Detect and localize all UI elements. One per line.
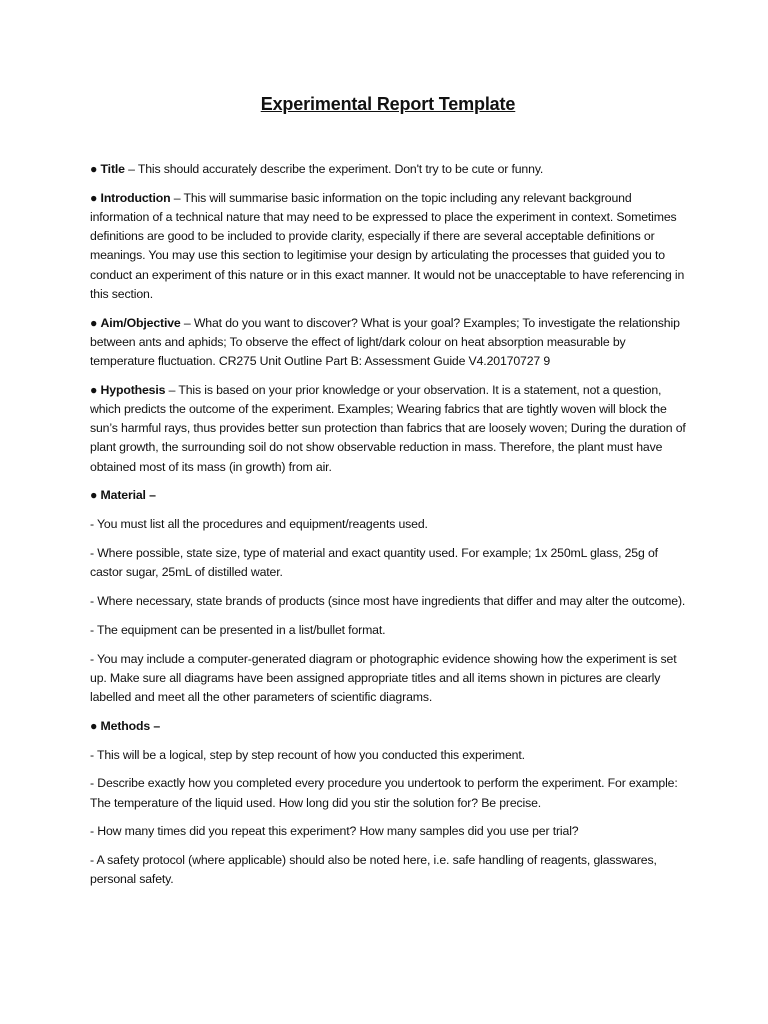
- section-text-title: – This should accurately describe the experiment. Don't try to be cute or funny.: [124, 162, 544, 176]
- bullet: ●: [90, 718, 101, 733]
- list-item: - Where necessary, state brands of products (since most have ingredients that differ and may alter the outcome).: [90, 594, 686, 609]
- section-heading-title: Title: [100, 162, 125, 176]
- list-item: - You must list all the procedures and equipment/reagents used.: [90, 517, 428, 532]
- list-item: - This will be a logical, step by step recount of how you conducted this experiment.: [90, 747, 525, 762]
- bullet: ●: [90, 488, 101, 503]
- bullet: ●: [90, 190, 101, 205]
- list-item: - You may include a computer-generated diagram or photographic evidence showing how the experiment is set up. Make sure all diagrams have been assigned appropriate titles and all items shown in pictures are clearly labelled and meet all the other parameters of scientific diagrams.: [90, 651, 677, 705]
- section-text-introduction: – This will summarise basic information on the topic including any relevant background information of a technical nature that may need to be expressed to place the experiment in context. Sometimes definitions are good to be included to provide clarity, especially if there are several acceptable definitions or meanings. You may use this section to legitimise your design by articulating the processes that guided you to conduct an experiment of this nature or in this exact manner. It would not be unacceptable to have referencing in this section.: [90, 190, 685, 301]
- list-item: - The equipment can be presented in a list/bullet format.: [90, 622, 386, 637]
- list-item: - Describe exactly how you completed every procedure you undertook to perform the experiment. For example: The temperature of the liquid used. How long did you stir the solution for? Be precise.: [90, 776, 678, 810]
- section-title-item: [90, 160, 686, 179]
- document-page: [90, 92, 686, 899]
- bullet: ●: [90, 382, 101, 397]
- section-text-aim: – What do you want to discover? What is your goal? Examples; To investigate the relationship between ants and aphids; To observe the effect of light/dark colour on heat absorption measurable by temperature fluctuation. CR275 Unit Outline Part B: Assessment Guide V4.20170727 9: [90, 315, 680, 369]
- section-introduction: [90, 189, 686, 304]
- bullet: ●: [90, 315, 101, 330]
- section-heading-introduction: Introduction: [100, 190, 171, 205]
- section-aim: [90, 314, 686, 372]
- section-hypothesis: [90, 381, 686, 477]
- document-title: Experimental Report Template: [260, 94, 516, 114]
- list-item: - How many times did you repeat this experiment? How many samples did you use per trial?: [90, 824, 579, 839]
- section-methods: [90, 717, 686, 736]
- section-material: [90, 486, 686, 505]
- section-text-hypothesis: – This is based on your prior knowledge or your observation. It is a statement, not a question, which predicts the outcome of the experiment. Examples; Wearing fabrics that are tightly woven will block the sun’s harmful rays, thus provides better sun protection than fabrics that are loosely woven; During the duration of plant growth, the surrounding soil do not show observable reduction in mass. Therefore, the plant must have obtained most of its mass (in growth) from air.: [90, 382, 686, 474]
- section-dash-material: –: [145, 488, 156, 503]
- bullet: ●: [90, 162, 101, 176]
- section-heading-aim: Aim/Objective: [100, 315, 181, 330]
- section-heading-methods: Methods: [100, 718, 151, 733]
- list-item: - A safety protocol (where applicable) should also be noted here, i.e. safe handling of reagents, glasswares, personal safety.: [90, 853, 657, 887]
- section-dash-methods: –: [150, 718, 161, 733]
- section-heading-material: Material: [100, 488, 146, 503]
- section-heading-hypothesis: Hypothesis: [100, 382, 166, 397]
- list-item: - Where possible, state size, type of material and exact quantity used. For example; 1x 250mL glass, 25g of castor sugar, 25mL of distilled water.: [90, 546, 658, 580]
